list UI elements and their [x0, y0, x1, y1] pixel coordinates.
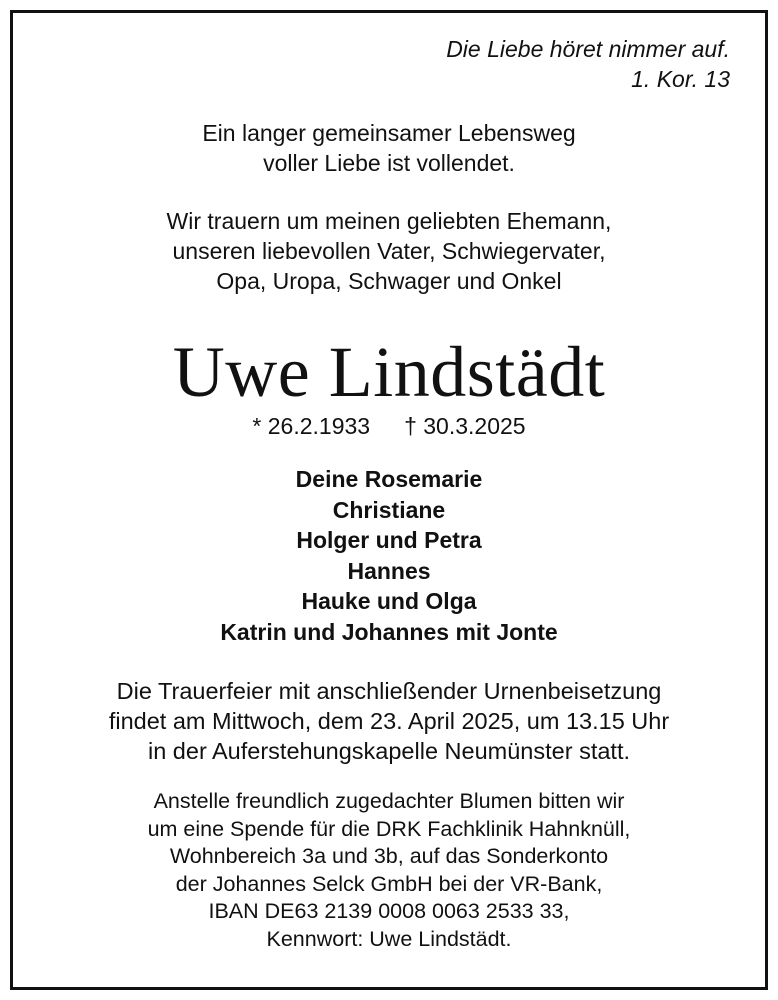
bible-quote-text: Die Liebe höret nimmer auf. — [446, 36, 730, 62]
birth-date: * 26.2.1933 — [252, 413, 371, 439]
life-dates — [0, 411, 778, 441]
mourning-text — [0, 206, 778, 296]
bible-quote-reference: 1. Kor. 13 — [631, 66, 730, 92]
family-member: Hannes — [347, 557, 431, 584]
family-member: Holger und Petra — [296, 527, 482, 553]
service-line: in der Auferstehungskapelle Neumünster statt. — [147, 738, 631, 764]
donation-line: um eine Spende für die DRK Fachklinik Hahnknüll, — [147, 816, 631, 841]
family-member: Deine Rosemarie — [295, 466, 483, 492]
donation-line: Wohnbereich 3a und 3b, auf das Sonderkonto — [169, 844, 609, 868]
deceased-name: Uwe Lindstädt — [172, 332, 606, 412]
intro-line: Ein langer gemeinsamer Lebensweg — [202, 120, 576, 146]
mourning-line: Wir trauern um meinen geliebten Ehemann, — [166, 208, 612, 234]
donation-line: Anstelle freundlich zugedachter Blumen bitten wir — [153, 789, 625, 813]
death-date: † 30.3.2025 — [404, 413, 526, 439]
service-line: findet am Mittwoch, dem 23. April 2025, um 13.15 Uhr — [108, 708, 670, 734]
family-member: Hauke und Olga — [301, 588, 477, 614]
family-member: Christiane — [332, 496, 446, 523]
donation-keyword: Kennwort: Uwe Lindstädt. — [266, 926, 512, 951]
family-member: Katrin und Johannes mit Jonte — [220, 618, 558, 645]
mourning-line: unseren liebevollen Vater, Schwiegervater, — [172, 238, 606, 264]
donation-iban: IBAN DE63 2139 0008 0063 2533 33, — [208, 899, 570, 923]
funeral-service-info — [0, 676, 778, 766]
intro-text — [0, 118, 778, 178]
bible-quote — [446, 34, 730, 94]
intro-line: voller Liebe ist vollendet. — [263, 150, 515, 176]
donation-line: der Johannes Selck GmbH bei der VR-Bank, — [175, 871, 603, 896]
mourning-line: Opa, Uropa, Schwager und Onkel — [216, 268, 562, 294]
family-list — [0, 464, 778, 647]
service-line: Die Trauerfeier mit anschließender Urnenbeisetzung — [116, 678, 662, 704]
donation-request — [0, 788, 778, 953]
